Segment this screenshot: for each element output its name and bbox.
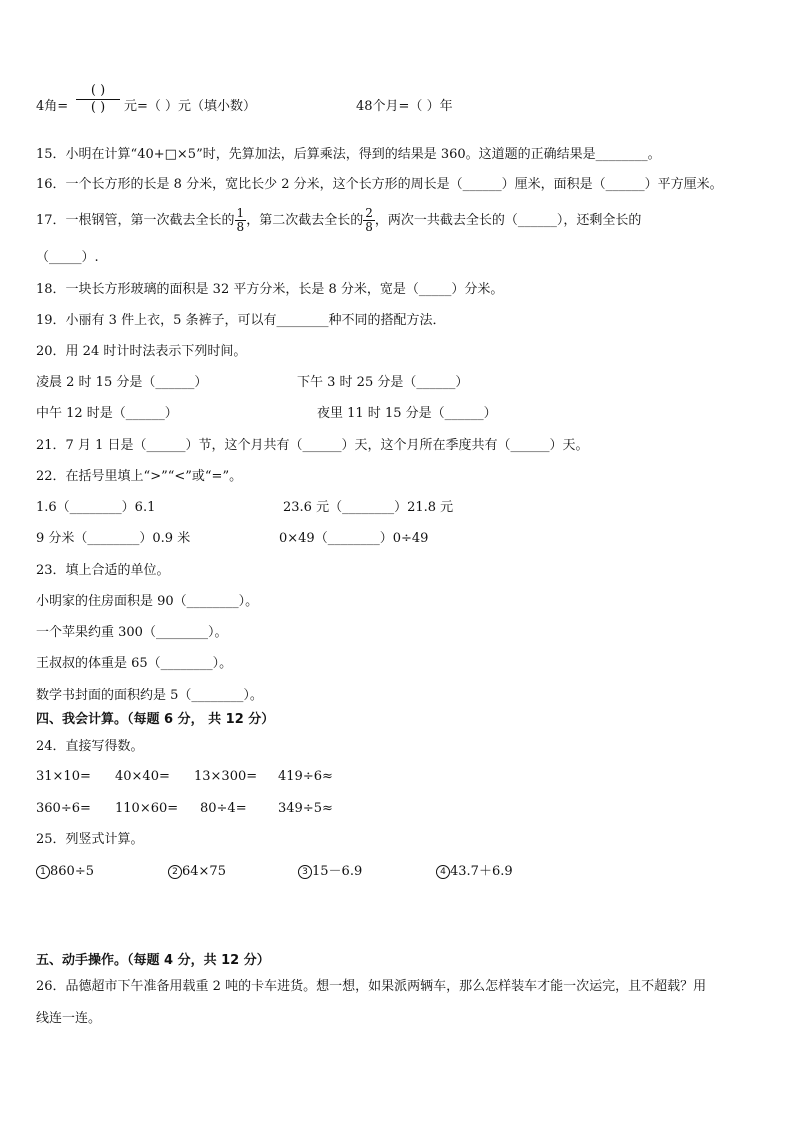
q25-expr: 64×75 [182,864,226,879]
q17-part3: ，两次一共截去全长的（______），还剩全长的 [374,213,642,228]
q25-item-3 [298,864,362,880]
q24-row2-item4: 349÷5≈ [278,801,333,816]
frac-den: 8 [365,220,373,234]
q25-expr: 43.7＋6.9 [450,864,513,879]
q25-item-4 [436,864,513,880]
q22-item-b: 23.6 元（________）21.8 元 [283,500,454,515]
circled-number: 1 [36,865,50,879]
q20-item-d: 夜里 11 时 15 分是（______） [317,406,497,421]
q20-item-c: 中午 12 时是（______） [36,406,178,421]
q23-item-d: 数学书封面的面积约是 5（________）。 [36,688,263,703]
q25-item-1 [36,864,94,880]
question-17-line2: （_____）. [36,250,99,265]
question-19: 19．小丽有 3 件上衣，5 条裤子，可以有________种不同的搭配方法． [36,313,446,328]
q14-frac-bottom: ( ) [90,100,106,115]
q20-item-b: 下午 3 时 25 分是（______） [297,375,469,390]
q25-expr: 15－6.9 [312,864,363,879]
q17-fraction-1 [235,207,247,234]
question-16: 16．一个长方形的长是 8 分米，宽比长少 2 分米，这个长方形的周长是（______）厘米，面积是（______）平方厘米。 [36,177,723,192]
circled-number: 4 [436,865,450,879]
q22-item-c: 9 分米（________）0.9 米 [36,531,191,546]
q25-item-2 [168,864,226,880]
q24-row2-item3: 80÷4= [200,801,247,816]
question-18: 18．一块长方形玻璃的面积是 32 平方分米，长是 8 分米，宽是（_____）分米。 [36,282,504,297]
question-25-stem: 25．列竖式计算。 [36,832,144,847]
question-21: 21．7 月 1 日是（______）节，这个月共有（______）天，这个月所在季度共有（______）天。 [36,438,589,453]
question-26-line2: 线连一连。 [36,1011,102,1026]
q23-item-b: 一个苹果约重 300（________）。 [36,625,228,640]
q14-left-prefix: 4角= [36,99,69,114]
circled-number: 3 [298,865,312,879]
q24-row1-item3: 13×300= [194,769,258,784]
q24-row1-item4: 419÷6≈ [278,769,333,784]
question-15: 15．小明在计算“40+□×5”时，先算加法，后算乘法，得到的结果是 360。这道题的正确结果是________。 [36,147,661,162]
q24-row2-item1: 360÷6= [36,801,91,816]
q24-row1-item2: 40×40= [115,769,170,784]
q22-item-a: 1.6（________）6.1 [36,500,156,515]
q25-expr: 860÷5 [50,864,94,879]
q22-item-d: 0×49（________）0÷49 [279,531,429,546]
q23-item-c: 王叔叔的体重是 65（________）。 [36,656,233,671]
question-17-line1 [36,206,641,236]
q14-left-suffix: 元=（ ）元（填小数） [124,99,257,114]
frac-num: 2 [365,206,373,220]
question-23-stem: 23．填上合适的单位。 [36,563,170,578]
frac-den: 8 [236,220,245,234]
section-5-heading: 五、动手操作。（每题 4 分，共 12 分） [36,953,270,968]
q24-row2-item2: 110×60= [115,801,179,816]
frac-num: 1 [236,206,245,220]
circled-number: 2 [168,865,182,879]
q14-fraction [76,83,120,116]
q17-part2: ，第二次截去全长的 [246,213,364,228]
question-26-line1: 26．品德超市下午准备用载重 2 吨的卡车进货。想一想，如果派两辆车，那么怎样装车才能一次运完，且不超载？用 [36,979,707,994]
q23-item-a: 小明家的住房面积是 90（________）。 [36,594,259,609]
q14-frac-top: ( ) [90,83,106,98]
q17-part1: 17．一根钢管，第一次截去全长的 [36,213,235,228]
question-22-stem: 22．在括号里填上“>”“<”或“=”。 [36,469,243,484]
q17-fraction-2 [363,207,375,234]
q14-right: 48个月=（ ）年 [356,99,453,114]
section-4-heading: 四、我会计算。（每题 6 分， 共 12 分） [36,712,275,727]
q24-row1-item1: 31×10= [36,769,91,784]
question-24-stem: 24．直接写得数。 [36,739,144,754]
q20-item-a: 凌晨 2 时 15 分是（______） [36,375,208,390]
question-20-stem: 20．用 24 时计时法表示下列时间。 [36,344,247,359]
